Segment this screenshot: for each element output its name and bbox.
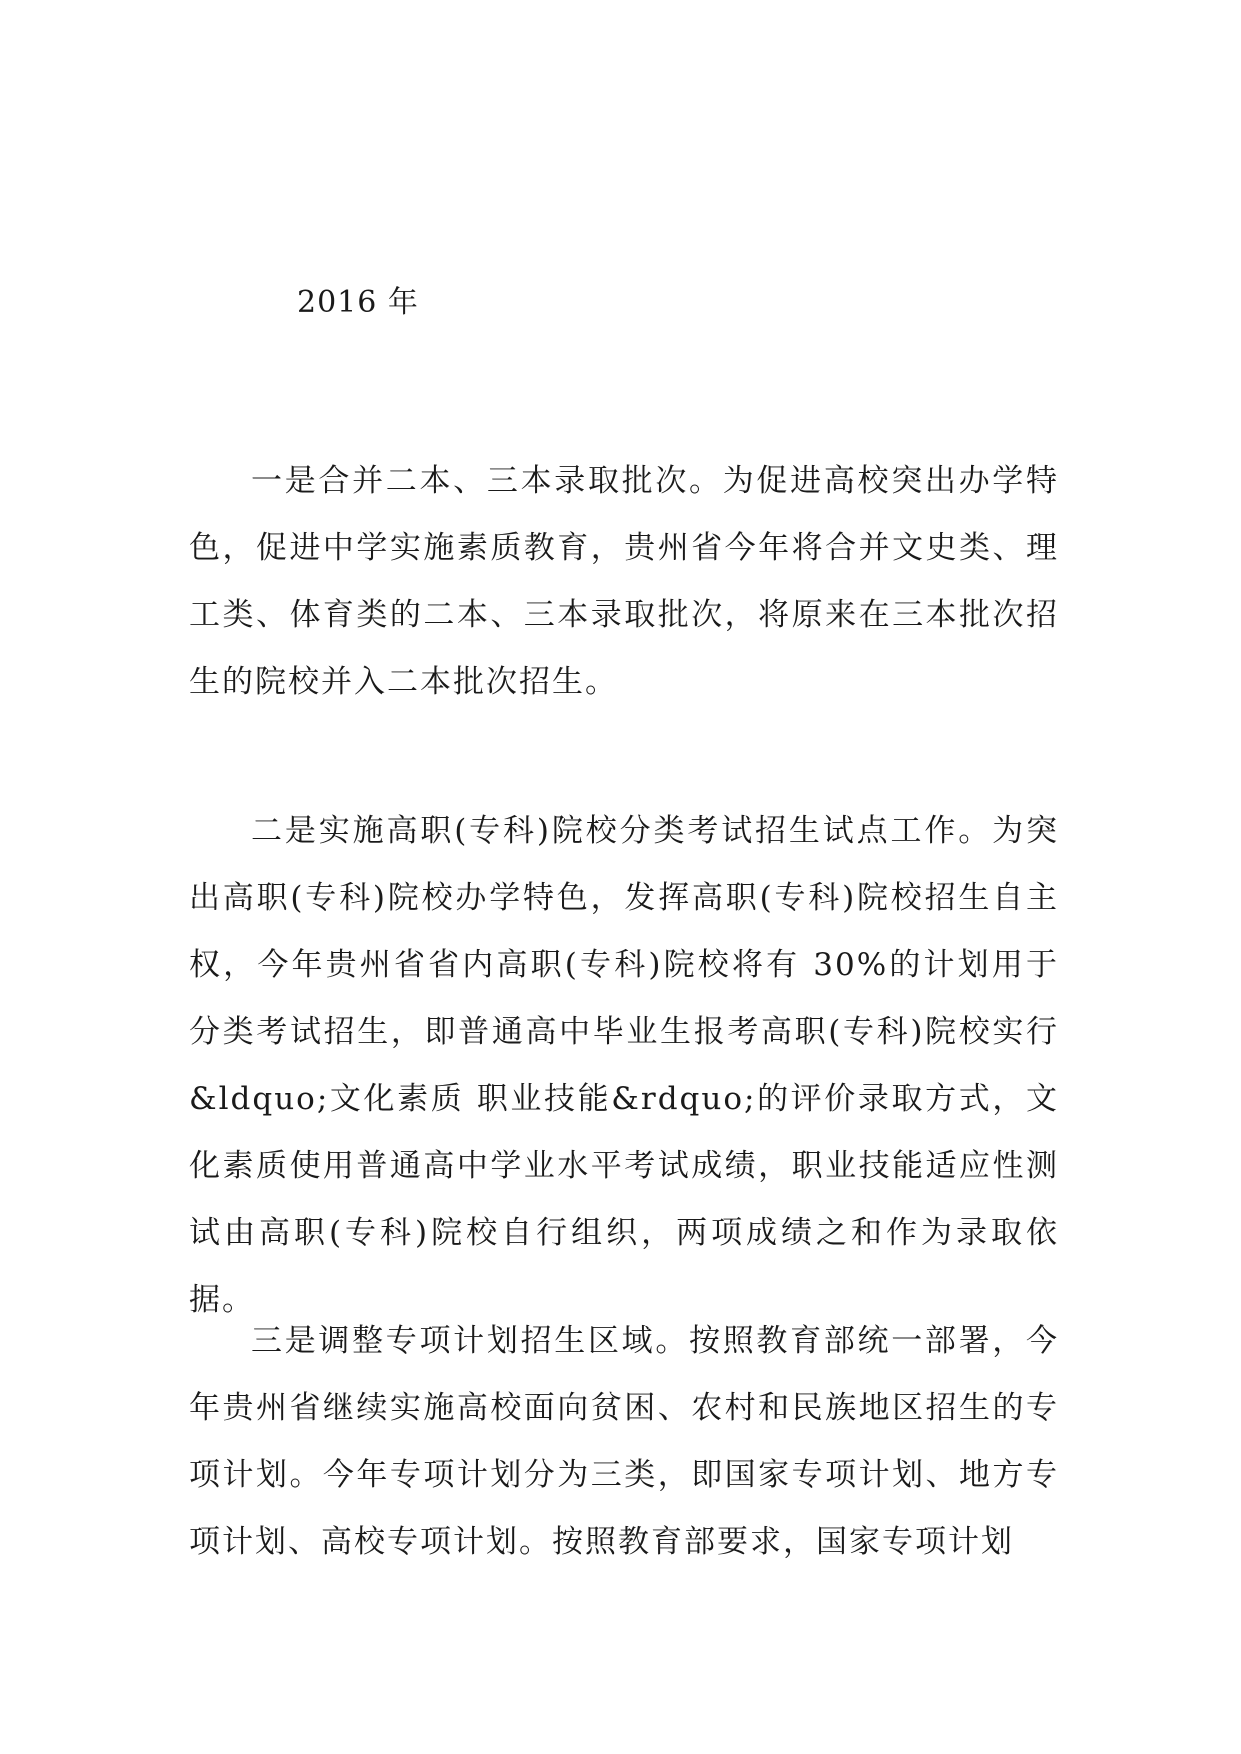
paragraph-special-plan: 三是调整专项计划招生区域。按照教育部统一部署，今年贵州省继续实施高校面向贫困、农村和民族地区招生的专项计划。今年专项计划分为三类，即国家专项计划、地方专项计划、高校专项计划。按照教育部要求，国家专项计划 (189, 1323, 1059, 1560)
paragraph-vocational-exam: 二是实施高职(专科)院校分类考试招生试点工作。为突出高职(专科)院校办学特色，发挥高职(专科)院校招生自主权，今年贵州省省内高职(专科)院校将有 30%的计划用于分类考试招生，即普通高中毕业生报考高职(专科)院校实行&ldquo;文化素质 职业技能&rdquo;的评价录取方式，文化素质使用普通高中学业水平考试成绩，职业技能适应性测试由高职(专科)院校自行组织，两项成绩之和作为录取依据。 (189, 813, 1059, 1318)
paragraph-merge-batches: 一是合并二本、三本录取批次。为促进高校突出办学特色，促进中学实施素质教育，贵州省今年将合并文史类、理工类、体育类的二本、三本录取批次，将原来在三本批次招生的院校并入二本批次招生。 (189, 463, 1059, 700)
year-heading: 2016 年 (297, 285, 419, 320)
